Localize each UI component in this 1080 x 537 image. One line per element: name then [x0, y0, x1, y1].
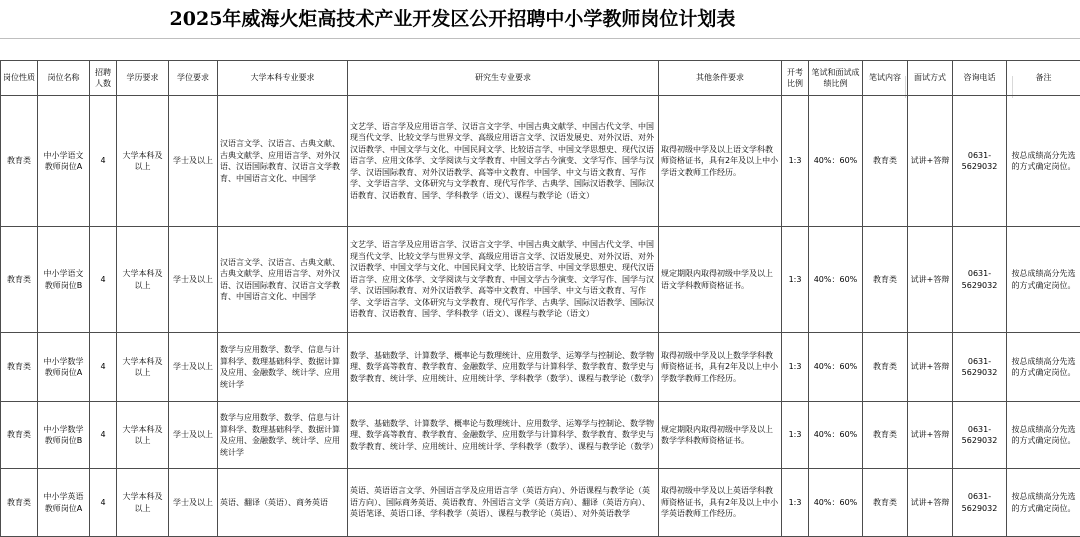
cell-weight: 40%：60% [809, 402, 863, 469]
cell-undergrad: 数学与应用数学、数学、信息与计算科学、数理基础科学、数据计算及应用、金融数学、统计学、应用统计学 [218, 402, 348, 469]
table-row [1, 96, 1080, 227]
cell-weight: 40%：60% [809, 469, 863, 537]
cell-note: 按总成绩高分先选的方式确定岗位。 [1007, 227, 1080, 333]
cell-other: 取得初级中学及以上英语学科教师资格证书，具有2年及以上中小学英语教师工作经历。 [659, 469, 782, 537]
cell-name: 中小学数学教师岗位A [38, 333, 90, 402]
cell-exam: 教育类 [863, 333, 908, 402]
cell-weight: 40%：60% [809, 96, 863, 227]
header-ratio: 开考比例 [782, 61, 809, 96]
cell-ratio: 1:3 [782, 96, 809, 227]
cell-count: 4 [90, 469, 117, 537]
cell-exam: 教育类 [863, 469, 908, 537]
cell-count: 4 [90, 402, 117, 469]
cell-undergrad: 数学与应用数学、数学、信息与计算科学、数理基础科学、数据计算及应用、金融数学、统计学、应用统计学 [218, 333, 348, 402]
cell-degree: 学士及以上 [169, 96, 218, 227]
cell-degree: 学士及以上 [169, 227, 218, 333]
cell-name: 中小学语文教师岗位B [38, 227, 90, 333]
cell-weight: 40%：60% [809, 333, 863, 402]
cell-exam: 教育类 [863, 402, 908, 469]
header-count: 招聘人数 [90, 61, 117, 96]
cell-undergrad: 汉语言文学、汉语言、古典文献、古典文献学、应用语言学、对外汉语、汉语国际教育、汉语言文学教育、中国语言文化、中国学 [218, 227, 348, 333]
header-phone: 咨询电话 [953, 61, 1007, 96]
cell-phone: 0631-5629032 [953, 333, 1007, 402]
cell-note: 按总成绩高分先选的方式确定岗位。 [1007, 96, 1080, 227]
cell-other: 取得初级中学及以上数学学科教师资格证书，具有2年及以上中小学数学教师工作经历。 [659, 333, 782, 402]
cell-note: 按总成绩高分先选的方式确定岗位。 [1007, 469, 1080, 537]
header-row [1, 61, 1080, 96]
cell-graduate: 文艺学、语言学及应用语言学、汉语言文字学、中国古典文献学、中国古代文学、中国现当代文学、比较文学与世界文学、高级应用语言文学、汉语发展史、对外汉语、对外汉语教学、中国文学与文化、中国民间文学、比较语言学、中国文学思想史、现代汉语语言学、应用文体学、文学阅读与文学教育、中国文学古今演变、文学写作、国学与汉学、汉语国际教育、对外汉语教学、高等中文教育、中国学、中文与语文教育、写作学、文学语言学、文体研究与文学教育、现代写作学、古典学、国际汉语教学、国际汉语教育、汉语教育、国学、学科教学（语文）、课程与教学论（语文） [348, 227, 659, 333]
cell-undergrad: 英语、翻译（英语）、商务英语 [218, 469, 348, 537]
cell-count: 4 [90, 227, 117, 333]
cell-education: 大学本科及以上 [117, 227, 169, 333]
header-other: 其他条件要求 [659, 61, 782, 96]
cell-phone: 0631-5629032 [953, 402, 1007, 469]
table-row [1, 333, 1080, 402]
cell-ratio: 1:3 [782, 469, 809, 537]
cell-ratio: 1:3 [782, 227, 809, 333]
header-degree: 学位要求 [169, 61, 218, 96]
header-exam: 笔试内容 [863, 61, 908, 96]
cell-phone: 0631-5629032 [953, 227, 1007, 333]
cell-education: 大学本科及以上 [117, 469, 169, 537]
header-type: 岗位性质 [1, 61, 38, 96]
table-row [1, 402, 1080, 469]
cell-interview: 试讲+答辩 [908, 402, 953, 469]
recruitment-table [0, 60, 1080, 537]
cell-education: 大学本科及以上 [117, 402, 169, 469]
header-note: 备注 [1007, 61, 1080, 96]
spacer-row [0, 38, 1080, 60]
cell-graduate: 数学、基础数学、计算数学、概率论与数理统计、应用数学、运筹学与控制论、数学物理、数学高等教育、教学教育、金融数学、应用数学与计算科学、数学教育、数学史与数学教育、统计学、应用统计、应用统计学、学科教学（数学）、课程与教学论（数学） [348, 333, 659, 402]
header-name: 岗位名称 [38, 61, 90, 96]
cell-type: 教育类 [1, 469, 38, 537]
cell-degree: 学士及以上 [169, 402, 218, 469]
header-interview: 面试方式 [908, 61, 953, 96]
cell-interview: 试讲+答辩 [908, 96, 953, 227]
cell-other: 取得初级中学及以上语文学科教师资格证书，具有2年及以上中小学语文教师工作经历。 [659, 96, 782, 227]
cell-degree: 学士及以上 [169, 333, 218, 402]
cell-count: 4 [90, 333, 117, 402]
cell-graduate: 英语、英语语言文学、外国语言学及应用语言学（英语方向）、外语课程与教学论（英语方向）、国际商务英语、英语教育、外国语言文学（英语方向）、翻译（英语方向）、英语笔译、英语口译、学科教学（英语）、课程与教学论（英语）、对外英语教学 [348, 469, 659, 537]
cell-type: 教育类 [1, 96, 38, 227]
cell-exam: 教育类 [863, 227, 908, 333]
page-title: 2025年威海火炬高技术产业开发区公开招聘中小学教师岗位计划表 [169, 8, 736, 30]
cell-phone: 0631-5629032 [953, 469, 1007, 537]
cell-name: 中小学数学教师岗位B [38, 402, 90, 469]
cell-graduate: 数学、基础数学、计算数学、概率论与数理统计、应用数学、运筹学与控制论、数学物理、数学高等教育、教学教育、金融数学、应用数学与计算科学、数学教育、数学史与数学教育、统计学、应用统计、应用统计学、学科教学（数学）、课程与教学论（数学） [348, 402, 659, 469]
cell-other: 规定期限内取得初级中学及以上语文学科教师资格证书。 [659, 227, 782, 333]
cell-education: 大学本科及以上 [117, 333, 169, 402]
cell-weight: 40%：60% [809, 227, 863, 333]
header-undergrad: 大学本科专业要求 [218, 61, 348, 96]
cell-name: 中小学英语教师岗位A [38, 469, 90, 537]
cell-ratio: 1:3 [782, 333, 809, 402]
header-weight: 笔试和面试成绩比例 [809, 61, 863, 96]
cell-note: 按总成绩高分先选的方式确定岗位。 [1007, 333, 1080, 402]
cell-count: 4 [90, 96, 117, 227]
cell-interview: 试讲+答辩 [908, 469, 953, 537]
cell-interview: 试讲+答辩 [908, 333, 953, 402]
cell-note: 按总成绩高分先选的方式确定岗位。 [1007, 402, 1080, 469]
cell-type: 教育类 [1, 402, 38, 469]
cell-name: 中小学语文教师岗位A [38, 96, 90, 227]
cell-interview: 试讲+答辩 [908, 227, 953, 333]
table-row [1, 469, 1080, 537]
cell-degree: 学士及以上 [169, 469, 218, 537]
cell-education: 大学本科及以上 [117, 96, 169, 227]
cell-other: 规定期限内取得初级中学及以上数学学科教师资格证书。 [659, 402, 782, 469]
cell-type: 教育类 [1, 333, 38, 402]
cell-type: 教育类 [1, 227, 38, 333]
cell-undergrad: 汉语言文学、汉语言、古典文献、古典文献学、应用语言学、对外汉语、汉语国际教育、汉语言文学教育、中国语言文化、中国学 [218, 96, 348, 227]
cell-exam: 教育类 [863, 96, 908, 227]
title-row [0, 0, 1080, 39]
cell-ratio: 1:3 [782, 402, 809, 469]
table-row [1, 227, 1080, 333]
cell-graduate: 文艺学、语言学及应用语言学、汉语言文字学、中国古典文献学、中国古代文学、中国现当代文学、比较文学与世界文学、高级应用语言文学、汉语发展史、对外汉语、对外汉语教学、中国文学与文化、中国民间文学、比较语言学、中国文学思想史、现代汉语语言学、应用文体学、文学阅读与文学教育、中国文学古今演变、文学写作、国学与汉学、汉语国际教育、对外汉语教学、高等中文教育、中国学、中文与语文教育、写作学、文学语言学、文体研究与文学教育、现代写作学、古典学、国际汉语教学、国际汉语教育、汉语教育、国学、学科教学（语文）、课程与教学论（语文） [348, 96, 659, 227]
header-education: 学历要求 [117, 61, 169, 96]
cell-phone: 0631-5629032 [953, 96, 1007, 227]
header-graduate: 研究生专业要求 [348, 61, 659, 96]
